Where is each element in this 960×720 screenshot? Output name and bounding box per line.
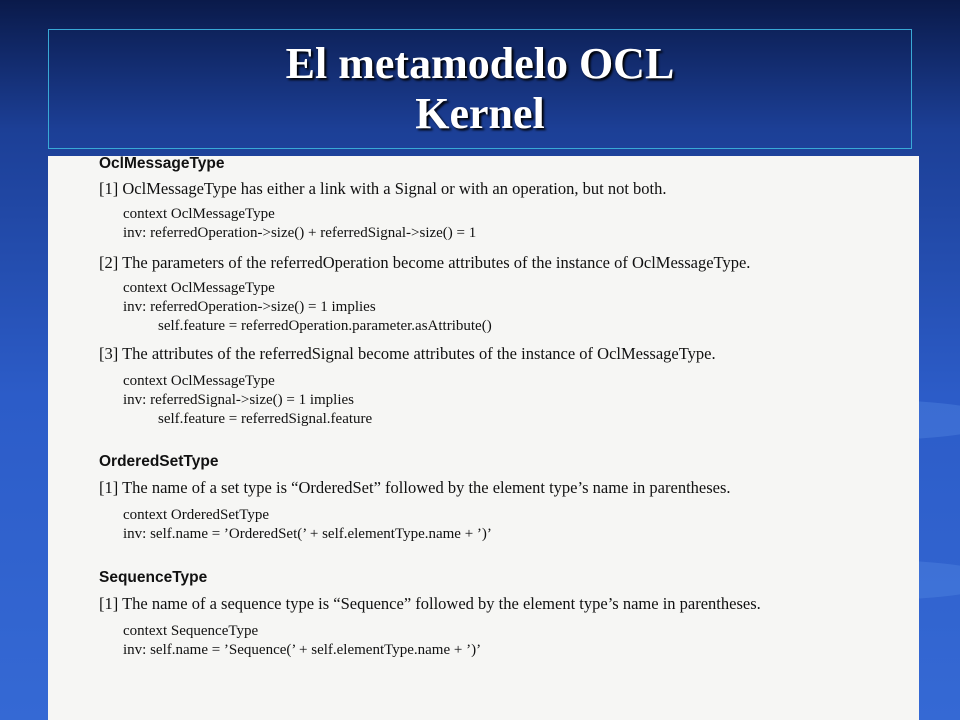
code-line: inv: referredSignal->size() = 1 implies bbox=[123, 392, 355, 408]
code-line: context OclMessageType bbox=[123, 373, 275, 389]
code-line: context SequenceType bbox=[123, 623, 259, 639]
code-line: inv: referredOperation->size() + referredSignal->size() = 1 bbox=[123, 225, 477, 241]
ocl-constraint bbox=[123, 205, 919, 243]
code-line: context OclMessageType bbox=[123, 206, 275, 222]
rule-item: [2] The parameters of the referredOperation become attributes of the instance of OclMessageType. bbox=[99, 253, 751, 272]
code-line: context OrderedSetType bbox=[123, 507, 269, 523]
code-line: self.feature = referredOperation.parameter.asAttribute() bbox=[158, 318, 492, 334]
code-line: self.feature = referredSignal.feature bbox=[158, 411, 373, 427]
slide-title-box bbox=[48, 29, 912, 149]
rule-item: [1] OclMessageType has either a link with a Signal or with an operation, but not both. bbox=[99, 179, 667, 198]
rule-item: [1] The name of a sequence type is “Sequence” followed by the element type’s name in parentheses. bbox=[99, 594, 761, 613]
code-line: inv: referredOperation->size() = 1 implies bbox=[123, 299, 376, 315]
code-line: inv: self.name = ’Sequence(’ + self.elementType.name + ’)’ bbox=[123, 642, 482, 658]
section-heading-oclmessagetype: OclMessageType bbox=[99, 155, 225, 172]
rule-item: [1] The name of a set type is “OrderedSet” followed by the element type’s name in parentheses. bbox=[99, 478, 731, 497]
ocl-constraint bbox=[123, 279, 919, 336]
rule-item: [3] The attributes of the referredSignal become attributes of the instance of OclMessageType. bbox=[99, 344, 716, 363]
ocl-constraint bbox=[123, 372, 919, 429]
code-line: inv: self.name = ’OrderedSet(’ + self.elementType.name + ’)’ bbox=[123, 526, 492, 542]
section-heading-sequencetype: SequenceType bbox=[99, 569, 208, 586]
slide-subtitle: Kernel bbox=[415, 89, 545, 138]
section-heading-orderedsettype: OrderedSetType bbox=[99, 453, 219, 470]
slide-title: El metamodelo OCL bbox=[285, 39, 675, 88]
ocl-constraint bbox=[123, 506, 919, 544]
ocl-constraint bbox=[123, 622, 919, 660]
scanned-document-page bbox=[48, 156, 919, 720]
code-line: context OclMessageType bbox=[123, 280, 275, 296]
